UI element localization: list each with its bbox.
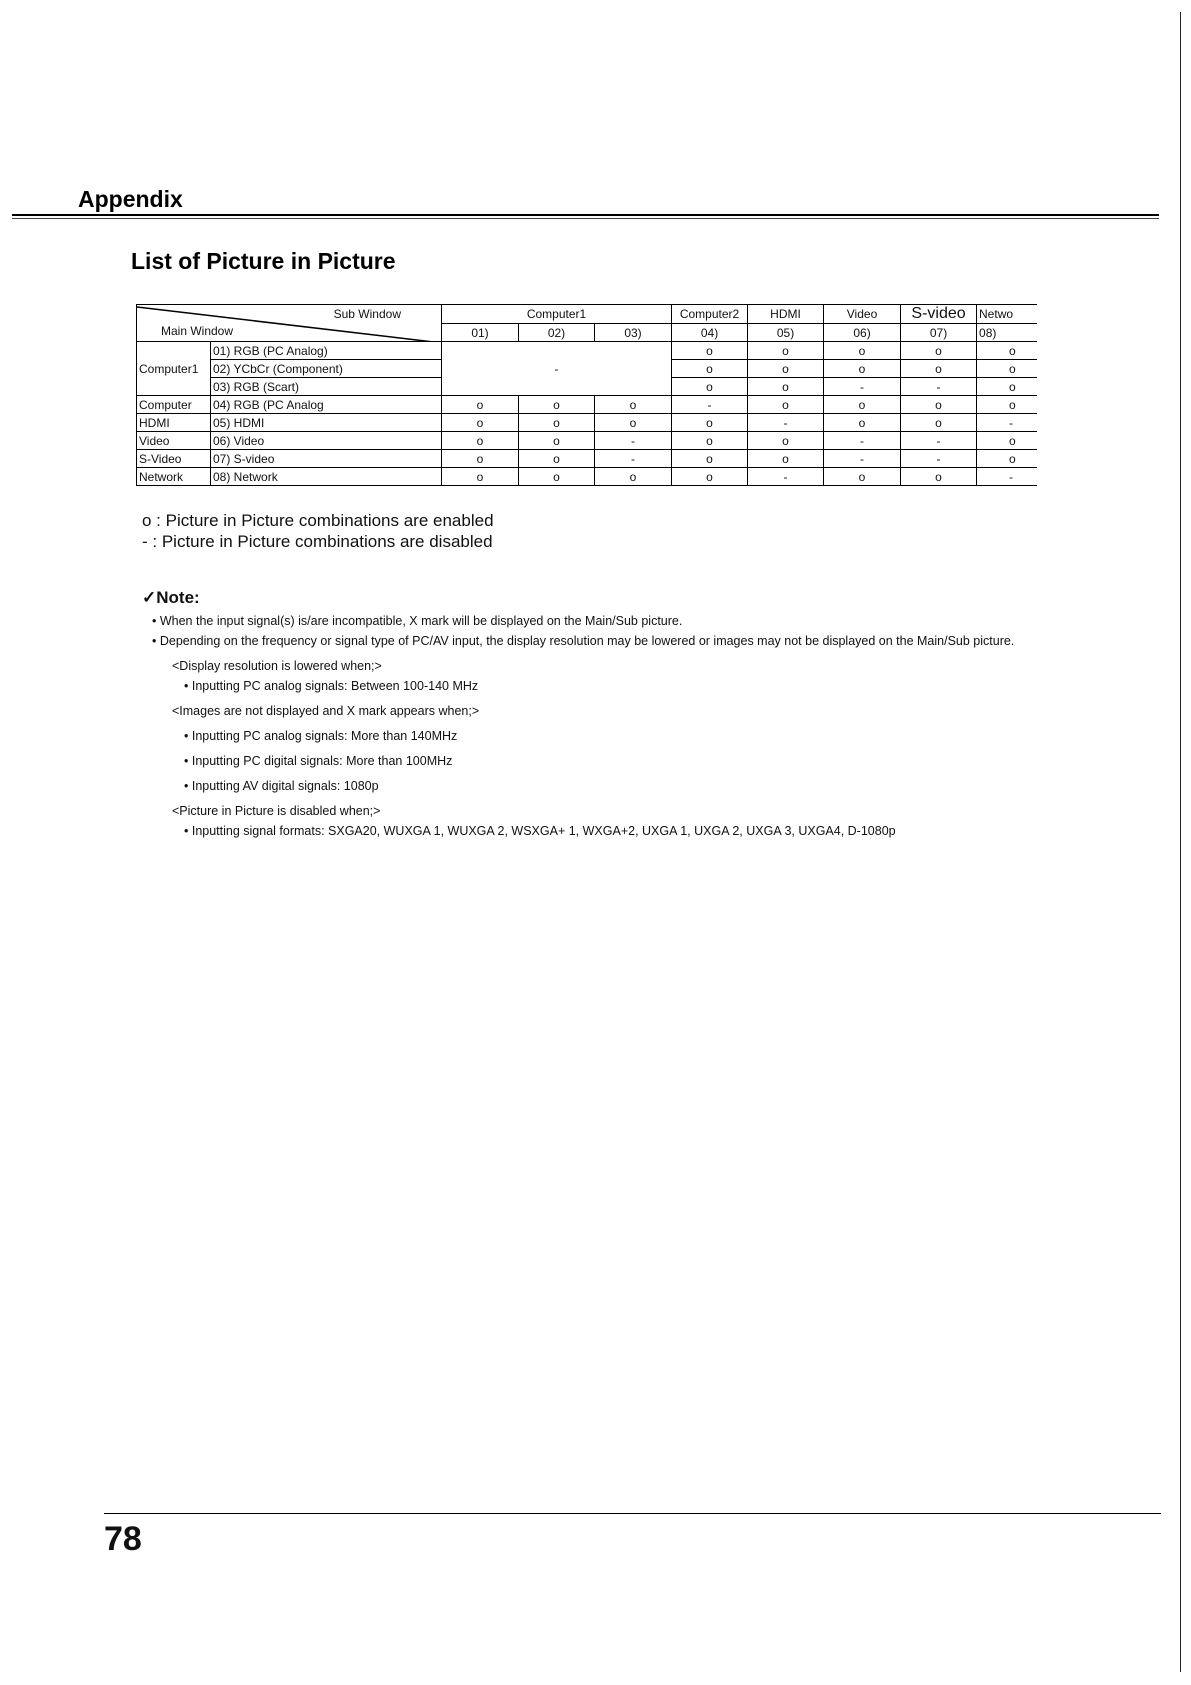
table-cell: - [442,342,672,396]
table-cell: o [901,360,977,378]
col-code-header: 07) [901,324,977,342]
note-sub-bullet: • Inputting PC digital signals: More than 100MHz [184,754,453,768]
table-cell: - [748,414,824,432]
row-label: 04) RGB (PC Analog [211,396,442,414]
table-cell: - [901,450,977,468]
table-cell: o [672,342,748,360]
table-cell: o [901,396,977,414]
row-label: 07) S-video [211,450,442,468]
table-row [137,468,1038,486]
table-cell: o [442,414,519,432]
table-cell: o [672,468,748,486]
table-cell: o [748,432,824,450]
table-cell: o [672,360,748,378]
table-cell: - [824,378,901,396]
row-label: 01) RGB (PC Analog) [211,342,442,360]
table-row [137,432,1038,450]
table-cell: - [824,432,901,450]
table-cell: o [824,468,901,486]
col-code-header: 04) [672,324,748,342]
table-cell: o [748,396,824,414]
table-cell: o [977,432,1037,450]
col-code-header: 03) [595,324,672,342]
row-label: 08) Network [211,468,442,486]
section-title: Appendix [78,186,183,212]
table-cell: - [977,414,1037,432]
corner-header-cell [137,305,442,342]
table-cell: o [672,414,748,432]
footer-rule [104,1513,1161,1514]
note-sub-bullet: • Inputting PC analog signals: More than 140MHz [184,729,458,743]
sub-window-label: Sub Window [333,307,401,321]
scan-edge-line [1180,12,1181,1672]
col-code-header: 02) [519,324,595,342]
col-group-header: HDMI [748,305,824,324]
table-cell: o [442,468,519,486]
table-row [137,450,1038,468]
table-cell: - [595,450,672,468]
table-cell: - [824,450,901,468]
note-bullet: • When the input signal(s) is/are incompatible, X mark will be displayed on the Main/Sub picture. [152,614,683,628]
row-group-label: Computer [137,396,211,414]
table-cell: o [824,342,901,360]
col-code-header: 08) [977,324,1037,342]
legend-enabled: o : Picture in Picture combinations are enabled [142,511,494,530]
table-cell: o [519,414,595,432]
col-code-header: 01) [442,324,519,342]
pip-table [136,304,1037,486]
row-group-label: Computer1 [137,342,211,396]
table-cell: o [824,360,901,378]
table-cell: - [748,468,824,486]
col-code-header: 05) [748,324,824,342]
note-bullet: • Depending on the frequency or signal type of PC/AV input, the display resolution may be lowered or images may not be displayed on the Main/Sub picture. [152,634,1015,648]
table-cell: o [442,432,519,450]
row-label: 03) RGB (Scart) [211,378,442,396]
table-cell: o [748,378,824,396]
col-group-header: Computer2 [672,305,748,324]
table-row [137,342,1038,360]
table-cell: o [672,432,748,450]
table-cell: - [977,468,1037,486]
table-cell: o [595,468,672,486]
table-cell: o [824,414,901,432]
page-heading: List of Picture in Picture [131,248,396,274]
note-subheading: <Images are not displayed and X mark appears when;> [172,704,480,718]
table-cell: o [442,396,519,414]
table-cell: o [977,360,1037,378]
table-row [137,414,1038,432]
row-group-label: HDMI [137,414,211,432]
table-cell: o [748,360,824,378]
table-cell: o [748,450,824,468]
table-cell: o [901,414,977,432]
table-cell: o [519,432,595,450]
page-number: 78 [104,1520,142,1558]
table-cell: o [977,450,1037,468]
table-cell: o [519,396,595,414]
table-cell: o [672,450,748,468]
note-sub-bullet: • Inputting AV digital signals: 1080p [184,779,379,793]
table-cell: - [672,396,748,414]
table-cell: o [748,342,824,360]
table-cell: o [824,396,901,414]
header-rule-thin [12,218,1159,219]
table-row [137,396,1038,414]
table-cell: o [519,468,595,486]
row-group-label: S-Video [137,450,211,468]
table-cell: o [977,396,1037,414]
table-cell: o [901,468,977,486]
note-sub-bullet: • Inputting signal formats: SXGA20, WUXGA 1, WUXGA 2, WSXGA+ 1, WXGA+2, UXGA 1, UXGA 2, UXGA 3, UXGA4, D-1080p [184,824,896,838]
col-group-header: Computer1 [442,305,672,324]
table-cell: - [901,432,977,450]
table-cell: - [901,378,977,396]
pip-table-wrapper [136,304,1037,500]
table-cell: o [595,414,672,432]
table-cell: o [977,342,1037,360]
note-subheading: <Picture in Picture is disabled when;> [172,804,381,818]
col-group-header: Video [824,305,901,324]
note-heading: ✓Note: [142,588,200,607]
table-cell: o [519,450,595,468]
note-sub-bullet: • Inputting PC analog signals: Between 100-140 MHz [184,679,479,693]
row-label: 06) Video [211,432,442,450]
legend [142,510,494,552]
col-group-header: S-video [901,305,977,324]
table-cell: o [442,450,519,468]
table-cell: o [672,378,748,396]
table-cell: - [595,432,672,450]
legend-disabled: - : Picture in Picture combinations are disabled [142,532,493,551]
col-group-header: Netwo [977,305,1037,324]
row-group-label: Network [137,468,211,486]
table-cell: o [977,378,1037,396]
row-label: 05) HDMI [211,414,442,432]
row-label: 02) YCbCr (Component) [211,360,442,378]
table-cell: o [595,396,672,414]
main-window-label: Main Window [161,324,234,338]
row-group-label: Video [137,432,211,450]
table-cell: o [901,342,977,360]
note-subheading: <Display resolution is lowered when;> [172,659,382,673]
header-rule [12,214,1159,216]
note-body [152,611,1042,841]
col-code-header: 06) [824,324,901,342]
